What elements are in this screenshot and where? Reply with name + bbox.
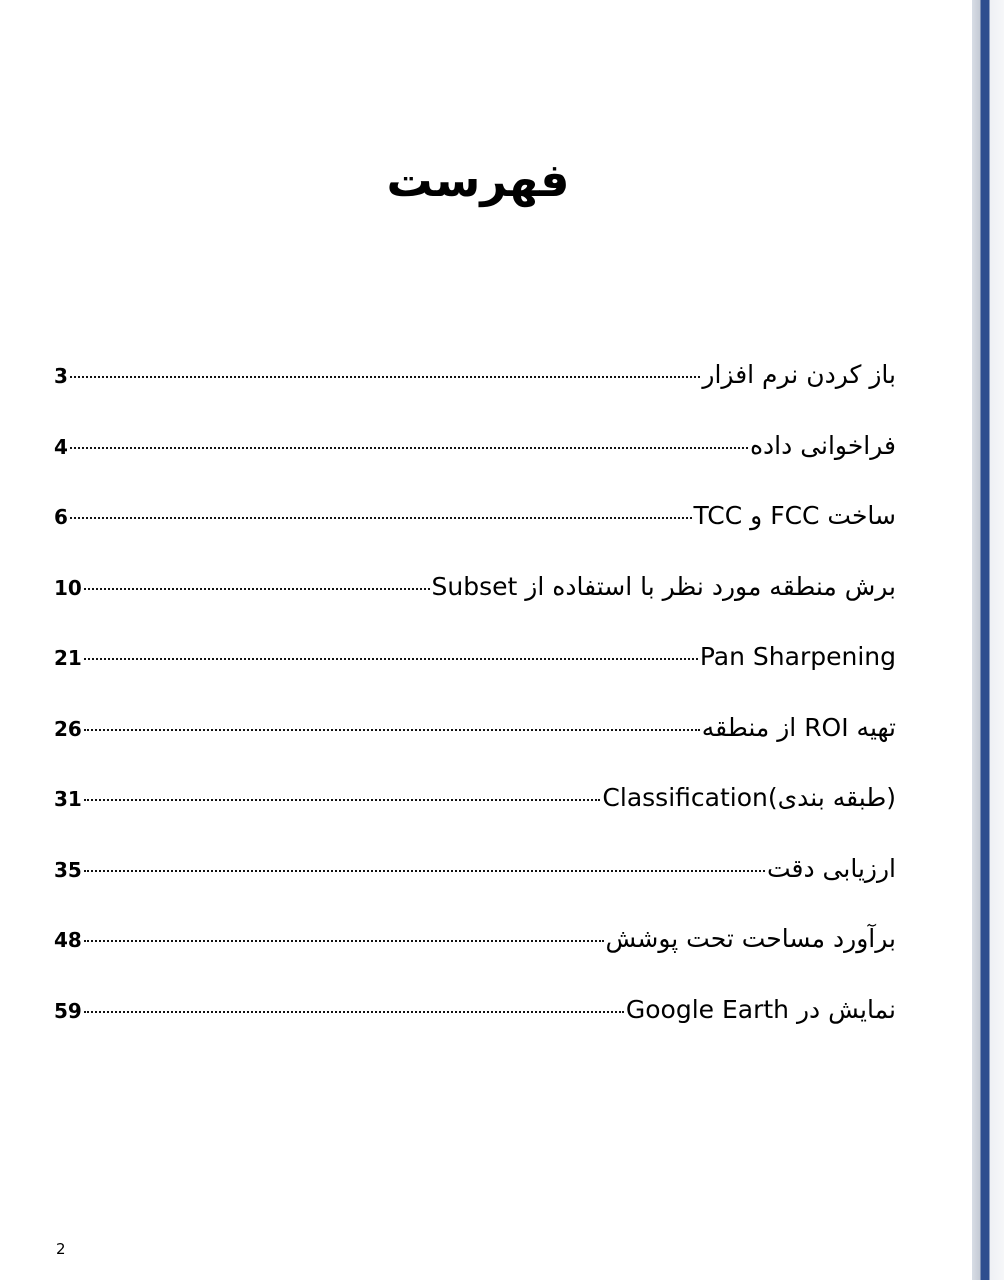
toc-entry-page: 3 bbox=[54, 364, 68, 388]
toc-entry-label: ساخت FCC و TCC bbox=[693, 501, 896, 530]
toc-entry-page: 26 bbox=[54, 716, 82, 741]
toc-entry[interactable] bbox=[54, 909, 896, 980]
toc-dot-leader bbox=[84, 658, 698, 660]
toc-entry-label: نمایش در Google Earth bbox=[625, 994, 896, 1024]
toc-dot-leader bbox=[84, 940, 604, 942]
toc-entry-label: برش منطقه مورد نظر با استفاده از Subset bbox=[431, 571, 896, 601]
toc-entry-page: 10 bbox=[54, 575, 82, 600]
toc-entry-label: ارزیابی دقت bbox=[766, 853, 896, 883]
toc-entry[interactable] bbox=[54, 627, 896, 698]
toc-entry[interactable] bbox=[54, 980, 896, 1051]
toc-entry-label: فراخوانی داده bbox=[749, 430, 896, 460]
toc-dot-leader bbox=[70, 447, 748, 449]
toc-entry-page: 31 bbox=[54, 787, 82, 811]
toc-entry-page: 48 bbox=[54, 928, 82, 952]
toc-entry[interactable] bbox=[54, 768, 896, 839]
toc-entry[interactable] bbox=[54, 416, 896, 487]
toc-entry-page: 21 bbox=[54, 646, 82, 670]
toc-entry-label: باز کردن نرم افزار bbox=[702, 360, 896, 389]
page-title: فهرست bbox=[386, 153, 570, 207]
toc-entry-label: برآورد مساحت تحت پوشش bbox=[605, 924, 896, 953]
toc-entry-label: تهیه ROI از منطقه bbox=[701, 712, 896, 742]
page-edge-border bbox=[972, 0, 1004, 1280]
toc-entry-label: Classification(طبقه بندی) bbox=[602, 783, 896, 812]
toc-entry[interactable] bbox=[54, 345, 896, 416]
toc-dot-leader bbox=[84, 729, 700, 731]
toc-dot-leader bbox=[70, 517, 692, 519]
toc-entry-page: 6 bbox=[54, 505, 68, 529]
toc-entry[interactable] bbox=[54, 557, 896, 628]
toc-entry-page: 59 bbox=[54, 998, 82, 1023]
toc-dot-leader bbox=[70, 376, 700, 378]
toc-entry[interactable] bbox=[54, 698, 896, 769]
page-number: 2 bbox=[56, 1240, 66, 1258]
toc-dot-leader bbox=[84, 1011, 624, 1013]
toc-dot-leader bbox=[84, 588, 430, 590]
toc-entry-label: Pan Sharpening bbox=[699, 642, 896, 671]
toc-entry-page: 35 bbox=[54, 857, 82, 882]
toc-entry[interactable] bbox=[54, 486, 896, 557]
toc-dot-leader bbox=[84, 799, 601, 801]
table-of-contents bbox=[54, 345, 896, 1050]
toc-dot-leader bbox=[84, 870, 765, 872]
toc-entry[interactable] bbox=[54, 839, 896, 910]
toc-entry-page: 4 bbox=[54, 434, 68, 459]
